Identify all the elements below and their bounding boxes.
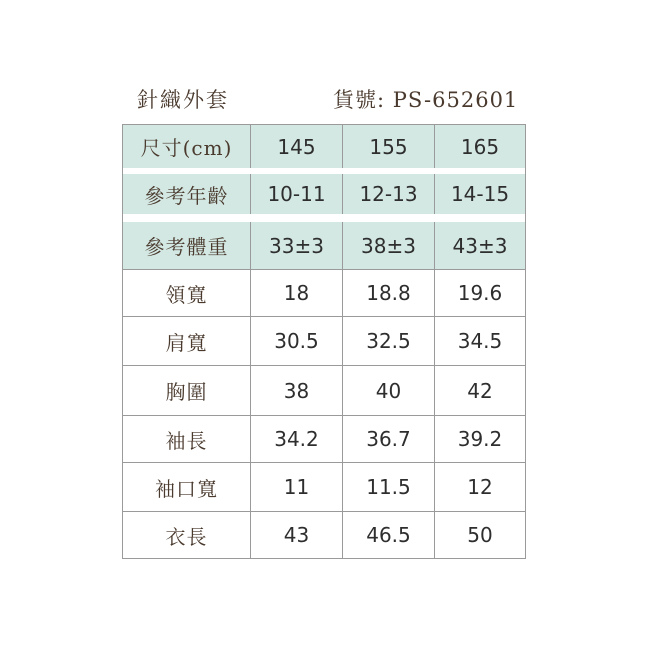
table-row-chest [123, 366, 525, 415]
chest-155: 40 [343, 366, 435, 415]
sleeve-155: 36.7 [343, 416, 435, 462]
cuff-145: 11 [251, 463, 343, 511]
shoulder-155: 32.5 [343, 317, 435, 365]
length-label: 衣長 [123, 512, 251, 558]
cuff-155: 11.5 [343, 463, 435, 511]
neck-165: 19.6 [457, 281, 503, 305]
size-label: 尺寸(cm) [123, 125, 251, 168]
neck-label: 領寬 [123, 270, 251, 316]
chest-label: 胸圍 [123, 366, 251, 415]
table-row-age [123, 174, 525, 214]
item-number: 貨號: PS-652601 [333, 88, 519, 112]
age-165: 14-15 [435, 174, 525, 214]
shoulder-label: 肩寬 [123, 317, 251, 365]
table-row-shoulder [123, 317, 525, 365]
table-row-neck [123, 270, 525, 316]
size-chart-table [122, 124, 526, 559]
cuff-label: 袖口寬 [123, 463, 251, 511]
length-155: 46.5 [343, 512, 435, 558]
chest-145: 38 [251, 366, 343, 415]
weight-label: 參考體重 [123, 222, 251, 269]
age-145: 10-11 [251, 174, 343, 214]
table-row-length [123, 512, 525, 558]
table-row-sleeve [123, 416, 525, 462]
product-title: 針織外套 [137, 88, 229, 112]
shoulder-145: 30.5 [251, 317, 343, 365]
table-row-cuff [123, 463, 525, 511]
weight-145: 33±3 [251, 222, 343, 269]
size-165: 165 [435, 125, 525, 168]
age-label: 參考年齡 [123, 174, 251, 214]
size-155: 155 [343, 125, 435, 168]
weight-165: 43±3 [435, 222, 525, 269]
neck-155: 18.8 [343, 270, 435, 316]
size-145: 145 [251, 125, 343, 168]
length-145: 43 [251, 512, 343, 558]
length-165: 50 [467, 523, 493, 547]
shoulder-165: 34.5 [457, 329, 503, 353]
sleeve-label: 袖長 [123, 416, 251, 462]
cuff-165: 12 [467, 475, 493, 499]
table-row-weight [123, 222, 525, 269]
chest-165: 42 [467, 378, 493, 403]
age-155: 12-13 [343, 174, 435, 214]
weight-155: 38±3 [343, 222, 435, 269]
neck-145: 18 [251, 270, 343, 316]
table-row-size [123, 125, 525, 168]
sleeve-165: 39.2 [457, 427, 503, 451]
sleeve-145: 34.2 [251, 416, 343, 462]
